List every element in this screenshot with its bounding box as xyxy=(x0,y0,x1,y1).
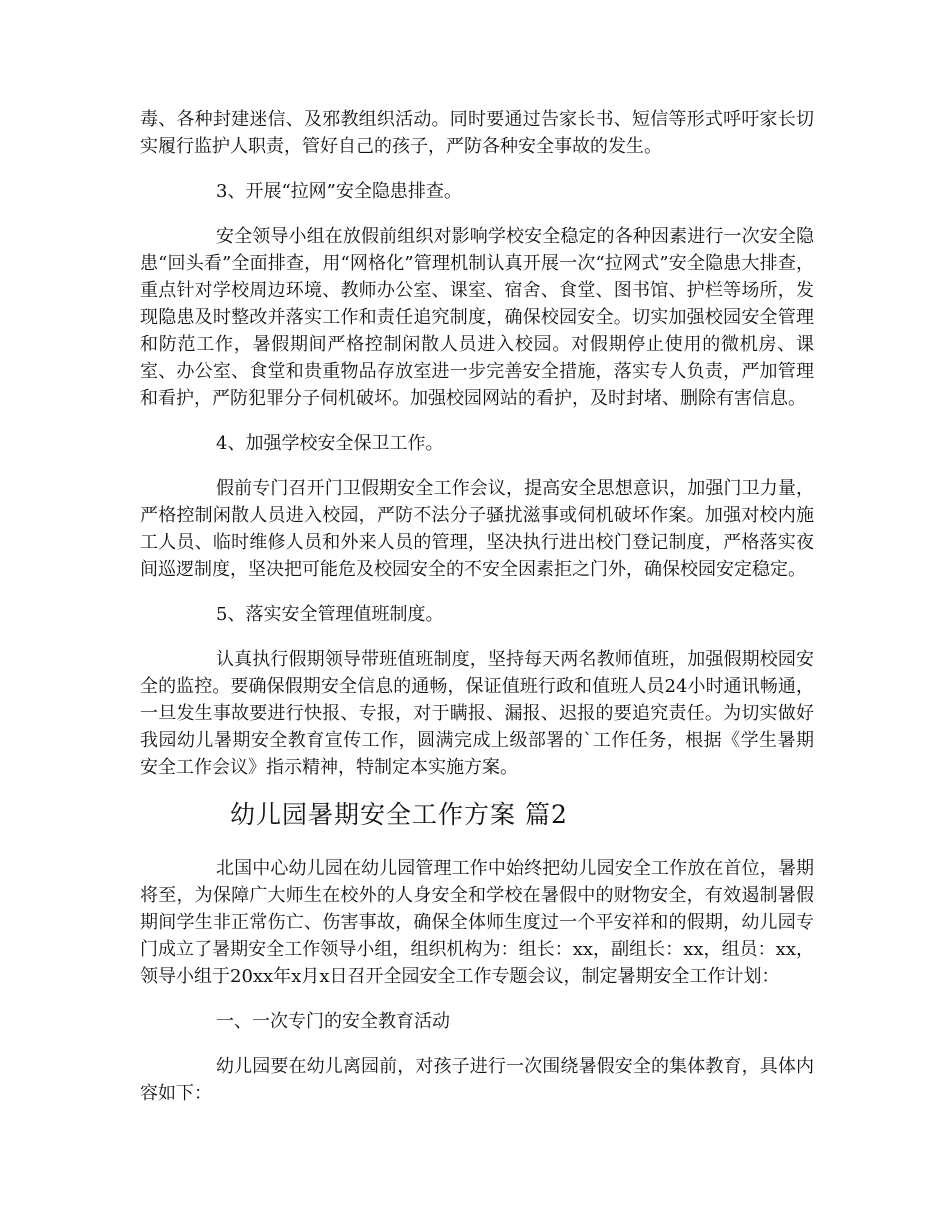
paragraph-duty-system: 认真执行假期领导带班值班制度，坚持每天两名教师值班，加强假期校园安全的监控。要确保假期安全信息的通畅，保证值班行政和值班人员24小时通讯畅通，一旦发生事故要进行快报、专报，对于瞒报、漏报、迟报的要追究责任。为切实做好我园幼儿暑期安全教育宣传工作，圆满完成上级部署的`工作任务，根据《学生暑期安全工作会议》指示精神，特制定本实施方案。 xyxy=(140,649,814,778)
item-heading-activity: 一、一次专门的安全教育活动 xyxy=(216,1011,450,1032)
document-body xyxy=(140,106,814,1125)
paragraph-activity-content: 幼儿园要在幼儿离园前，对孩子进行一次围绕暑假安全的集体教育，具体内容如下： xyxy=(140,1056,814,1104)
paragraph-security-guard: 假前专门召开门卫假期安全工作会议，提高安全思想意识，加强门卫力量，严格控制闲散人员进入校园，严防不法分子骚扰滋事或伺机破坏作案。加强对校内施工人员、临时维修人员和外来人员的管理，坚决执行进出校门登记制度，严格落实夜间巡逻制度，坚决把可能危及校园安全的不安全因素拒之门外，确保校园安定稳定。 xyxy=(140,478,814,580)
item-heading-4: 4、加强学校安全保卫工作。 xyxy=(216,433,444,454)
paragraph-hazard-inspection: 安全领导小组在放假前组织对影响学校安全稳定的各种因素进行一次安全隐患“回头看”全面排查，用“网格化”管理机制认真开展一次“拉网式”安全隐患大排查，重点针对学校周边环境、教师办公室、课室、宿舍、食堂、图书馆、护栏等场所，发现隐患及时整改并落实工作和责任追究制度，确保校园安全。切实加强校园安全管理和防范工作，暑假期间严格控制闲散人员进入校园。对假期停止使用的微机房、课室、办公室、食堂和贵重物品存放室进一步完善安全措施，落实专人负责，严加管理和看护，严防犯罪分子伺机破坏。加强校园网站的看护，及时封堵、删除有害信息。 xyxy=(140,226,814,409)
section-title: 幼儿园暑期安全工作方案 篇2 xyxy=(230,800,568,829)
paragraph-continuation: 毒、各种封建迷信、及邪教组织活动。同时要通过告家长书、短信等形式呼吁家长切实履行监护人职责，管好自己的孩子，严防各种安全事故的发生。 xyxy=(140,109,814,157)
item-heading-3: 3、开展“拉网”安全隐患排查。 xyxy=(216,181,462,202)
item-heading-5: 5、落实安全管理值班制度。 xyxy=(216,604,444,625)
paragraph-kindergarten-intro: 北国中心幼儿园在幼儿园管理工作中始终把幼儿园安全工作放在首位，暑期将至，为保障广大师生在校外的人身安全和学校在暑假中的财物安全，有效遏制暑假期间学生非正常伤亡、伤害事故，确保全体师生度过一个平安祥和的假期，幼儿园专门成立了暑期安全工作领导小组，组织机构为：组长：xx，副组长：xx，组员：xx，领导小组于20xx年x月x日召开全园安全工作专题会议，制定暑期安全工作计划： xyxy=(140,858,814,987)
